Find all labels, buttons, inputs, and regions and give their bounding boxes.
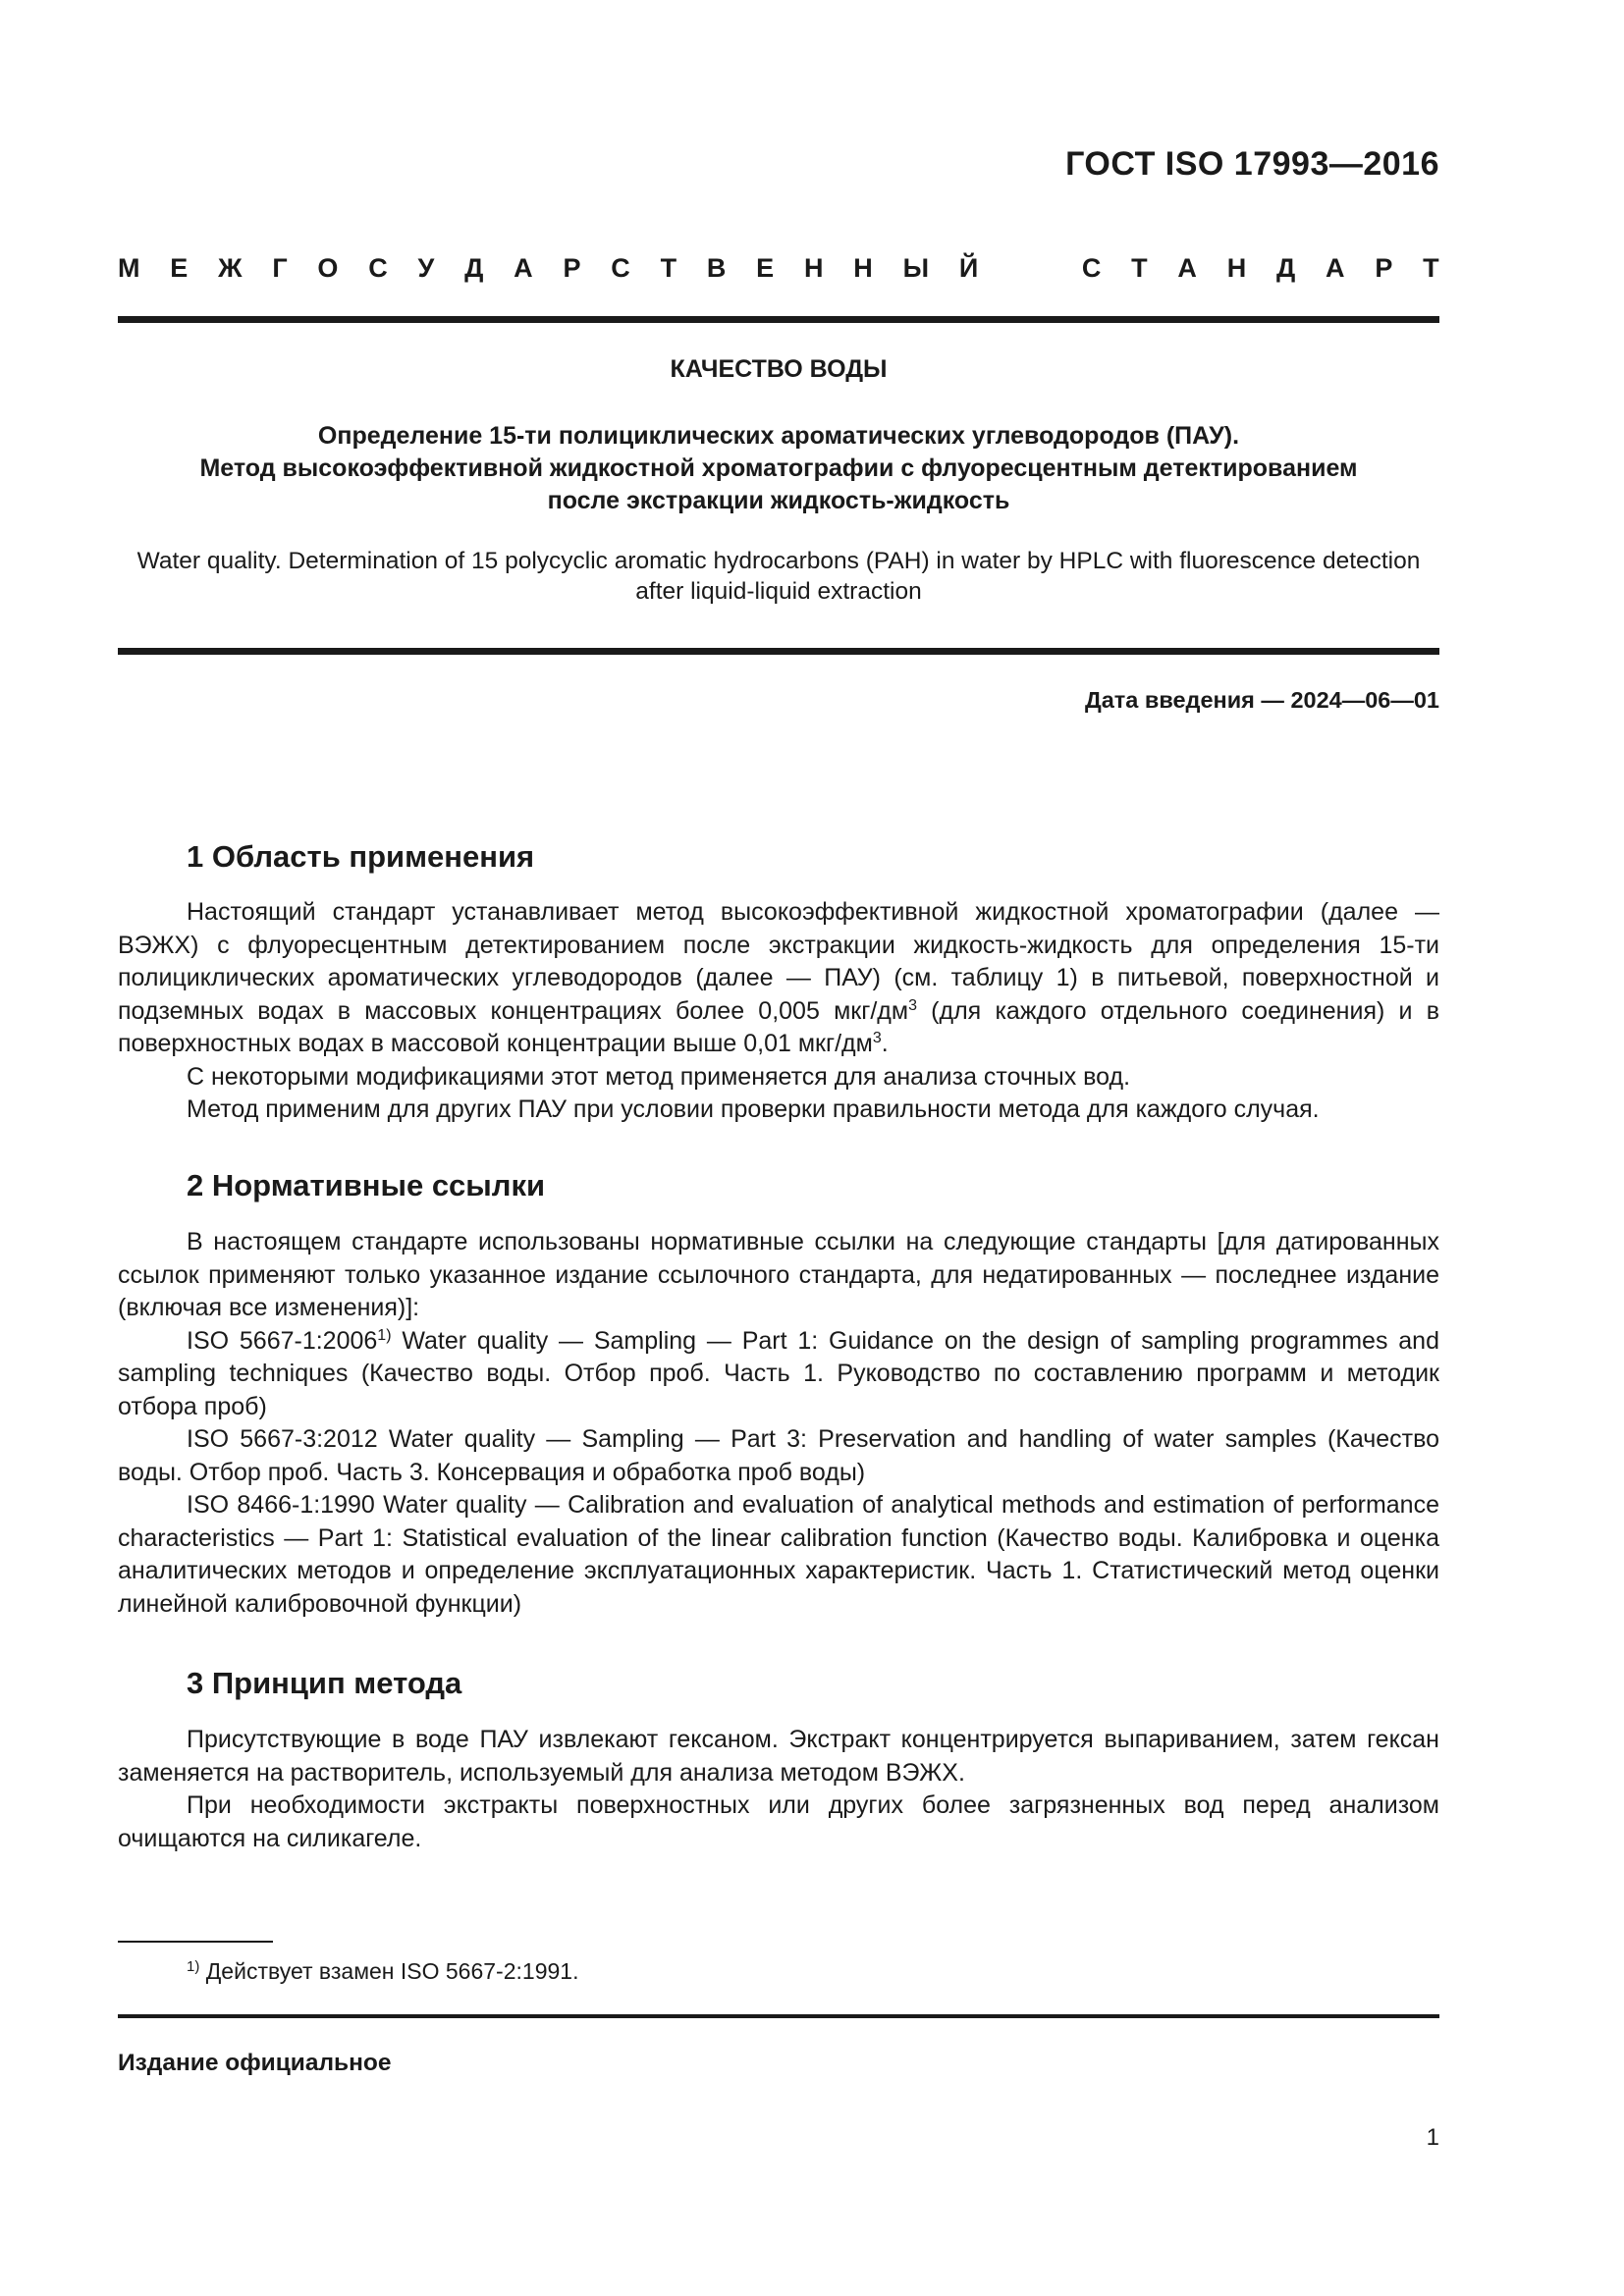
type-letter: У: [417, 253, 435, 283]
type-letter: Д: [464, 253, 484, 283]
english-title-line: after liquid-liquid extraction: [635, 578, 922, 605]
subtitle-line: после экстракции жидкость-жидкость: [547, 487, 1010, 514]
standard-code: ГОСТ ISO 17993—2016: [1065, 145, 1439, 183]
type-letter: Р: [563, 253, 581, 283]
footnote: [187, 1958, 578, 1985]
type-letter: Н: [853, 253, 873, 283]
superscript: 3: [908, 996, 917, 1014]
type-letter: А: [514, 253, 533, 283]
type-letter: Ж: [218, 253, 243, 283]
type-letter: Н: [1226, 253, 1247, 283]
subtitle-line: Определение 15-ти полициклических ароматических углеводородов (ПАУ).: [317, 422, 1240, 450]
type-letter: Й: [958, 253, 979, 283]
type-letter: С: [368, 253, 388, 283]
type-letter: В: [706, 253, 727, 283]
type-letter: С: [611, 253, 630, 283]
word-gap: [1008, 253, 1052, 284]
text-run: Water quality — Sampling — Part 1: Guidance on the design of sampling programmes and sampling techniques (Качество воды. Отбор проб. Часть 1. Руководство по составлению программ и методик отбора проб): [118, 1326, 1439, 1420]
type-letter: М: [118, 253, 140, 283]
page-number: 1: [1426, 2124, 1439, 2151]
subtitle-line: Метод высокоэффективной жидкостной хроматографии с флуоресцентным детектированием: [199, 454, 1358, 482]
type-letter: А: [1177, 253, 1197, 283]
section-3-body: [118, 1724, 1439, 1855]
footnote-text: Действует взамен ISO 5667-2:1991.: [199, 1958, 579, 1984]
type-letter: Е: [170, 253, 189, 283]
section-3-paragraph-2: При необходимости экстракты поверхностных или других более загрязненных вод перед анализом очищаются на силикагеле.: [118, 1791, 1439, 1852]
section-2-heading: 2 Нормативные ссылки: [187, 1168, 546, 1202]
standard-type-heading: [118, 253, 1439, 284]
type-letter: О: [317, 253, 339, 283]
footnote-separator: [118, 1941, 273, 1943]
type-letter: Е: [756, 253, 775, 283]
english-title-line: Water quality. Determination of 15 polycyclic aromatic hydrocarbons (PAH) in water by HPLC with fluorescence detection: [136, 548, 1421, 574]
superscript: 3: [872, 1030, 882, 1046]
section-1-paragraph-1: [118, 896, 1439, 1061]
section-1-body: [118, 896, 1439, 1127]
english-title: [118, 546, 1439, 607]
type-letter: Д: [1276, 253, 1296, 283]
section-1-paragraph-3: Метод применим для других ПАУ при условии проверки правильности метода для каждого случая.: [187, 1095, 1320, 1123]
type-letter: Т: [660, 253, 677, 283]
section-3-heading: 3 Принцип метода: [187, 1666, 462, 1700]
section-1-heading: 1 Область применения: [187, 839, 535, 874]
document-title: КАЧЕСТВО ВОДЫ: [670, 355, 888, 383]
type-letter: Т: [1423, 253, 1439, 283]
footer-rule: [118, 2014, 1439, 2018]
introduction-date: Дата введения — 2024—06—01: [1084, 687, 1439, 713]
type-letter: С: [1081, 253, 1102, 283]
text-run: ISO 5667-1:2006: [187, 1326, 378, 1355]
section-1-paragraph-2: С некоторыми модификациями этот метод применяется для анализа сточных вод.: [187, 1062, 1131, 1091]
text-run: Настоящий стандарт устанавливает метод высокоэффективной жидкостной хроматографии (далее — ВЭЖХ) с флуоресцентным детектированием после экстракции жидкость-жидкость для определения 15-ти полициклических ароматических углеводородов (далее — ПАУ) (см. таблицу 1) в питьевой, поверхностной и подземных водах в массовых концентрациях более 0,005 мкг/дм: [118, 898, 1439, 1025]
official-edition-label: Издание официальное: [118, 2050, 392, 2076]
section-2-intro: В настоящем стандарте использованы нормативные ссылки на следующие стандарты [для датированных ссылок применяют только указанное издание ссылочного стандарта, для недатированных — последнее издание (включая все изменения)]:: [118, 1228, 1439, 1321]
header-rule: [118, 316, 1439, 323]
text-run: .: [881, 1030, 889, 1057]
text-run: (для каждого отдельного соединения) и в поверхностных водах в массовой концентрации выше 0,01 мкг/дм: [118, 996, 1440, 1057]
type-letter: Н: [803, 253, 824, 283]
type-letter: Г: [272, 253, 288, 283]
normative-reference-1: [118, 1325, 1439, 1424]
footnote-reference: 1): [377, 1326, 392, 1344]
document-subtitle: [118, 420, 1439, 517]
type-letter: Р: [1375, 253, 1393, 283]
section-2-body: [118, 1226, 1439, 1621]
type-letter: А: [1326, 253, 1345, 283]
normative-reference-2: ISO 5667-3:2012 Water quality — Sampling — Part 3: Preservation and handling of water samples (Качество воды. Отбор проб. Часть 3. Консервация и обработка проб воды): [118, 1425, 1439, 1486]
title-rule: [118, 648, 1439, 655]
footnote-mark: 1): [187, 1958, 200, 1975]
type-letter: Т: [1131, 253, 1148, 283]
type-letter: Ы: [902, 253, 930, 283]
section-3-paragraph-1: Присутствующие в воде ПАУ извлекают гексаном. Экстракт концентрируется выпариванием, затем гексан заменяется на растворитель, используемый для анализа методом ВЭЖХ.: [118, 1726, 1439, 1787]
normative-reference-3: ISO 8466-1:1990 Water quality — Calibration and evaluation of analytical methods and estimation of performance characteristics — Part 1: Statistical evaluation of the linear calibration function (Качество воды. Калибровка и оценка аналитических методов и определение эксплуатационных характеристик. Часть 1. Статистический метод оценки линейной калибровочной функции): [118, 1491, 1439, 1618]
